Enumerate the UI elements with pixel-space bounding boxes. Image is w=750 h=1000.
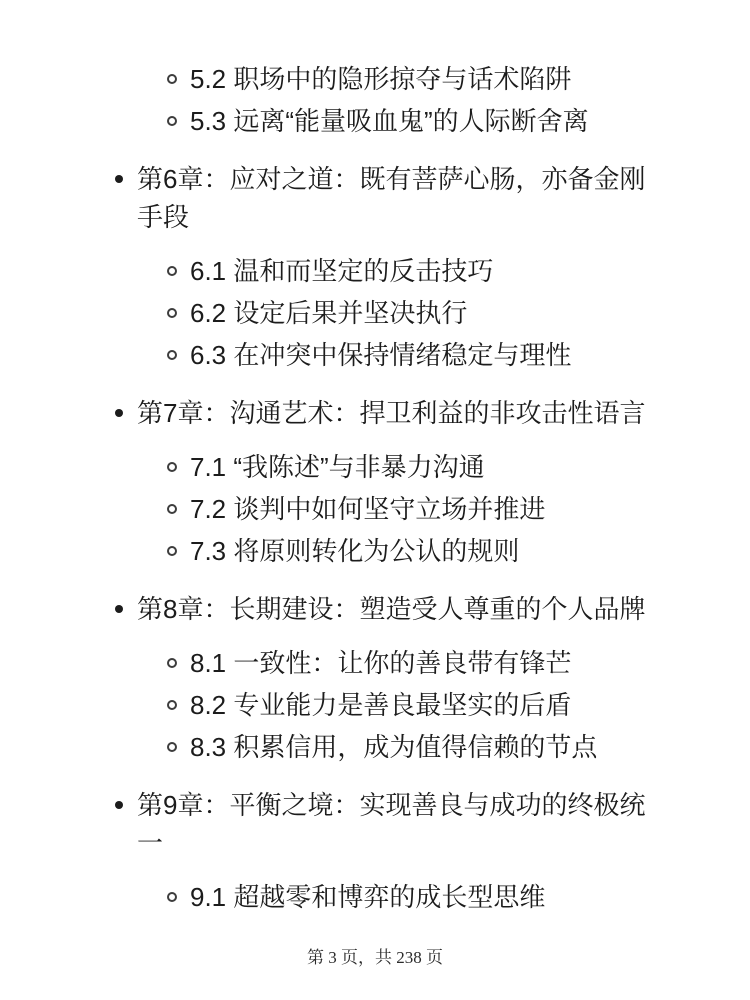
toc-sublist-chapter5: [167, 60, 660, 140]
toc-item-label: 8.3 积累信用，成为值得信赖的节点: [190, 732, 598, 762]
toc-item-7-2: [167, 490, 660, 528]
toc-item-label: 7.3 将原则转化为公认的规则: [190, 536, 520, 566]
toc-sublist-chapter7: [137, 448, 660, 570]
toc-item-8-1: [167, 644, 660, 682]
toc-chapter-title: 第9章：平衡之境：实现善良与成功的终极统一: [137, 790, 646, 858]
toc-chapter-9: [115, 786, 660, 916]
hollow-bullet-icon: [167, 350, 177, 360]
toc-item-6-1: [167, 252, 660, 290]
toc-sublist-chapter9: [137, 878, 660, 916]
hollow-bullet-icon: [167, 116, 177, 126]
toc-chapter-title: 第8章：长期建设：塑造受人尊重的个人品牌: [137, 594, 646, 624]
filled-bullet-icon: [115, 801, 123, 809]
toc-sublist-chapter6: [137, 252, 660, 374]
toc-sublist-chapter8: [137, 644, 660, 766]
hollow-bullet-icon: [167, 546, 177, 556]
hollow-bullet-icon: [167, 658, 177, 668]
toc-chapter-list: [115, 160, 660, 916]
filled-bullet-icon: [115, 409, 123, 417]
toc-item-label: 6.3 在冲突中保持情绪稳定与理性: [190, 340, 572, 370]
toc-chapter-7: [115, 394, 660, 570]
toc-item-label: 5.2 职场中的隐形掠夺与话术陷阱: [190, 64, 572, 94]
hollow-bullet-icon: [167, 700, 177, 710]
hollow-bullet-icon: [167, 266, 177, 276]
hollow-bullet-icon: [167, 742, 177, 752]
toc-item-5-2: [167, 60, 660, 98]
toc-item-label: 6.1 温和而坚定的反击技巧: [190, 256, 494, 286]
hollow-bullet-icon: [167, 74, 177, 84]
toc-item-7-1: [167, 448, 660, 486]
toc-item-5-3: [167, 102, 660, 140]
toc-chapter-8: [115, 590, 660, 766]
toc-chapter-title: 第7章：沟通艺术：捍卫利益的非攻击性语言: [137, 398, 646, 428]
hollow-bullet-icon: [167, 308, 177, 318]
filled-bullet-icon: [115, 175, 123, 183]
filled-bullet-icon: [115, 605, 123, 613]
hollow-bullet-icon: [167, 462, 177, 472]
toc-item-8-2: [167, 686, 660, 724]
toc-item-label: 6.2 设定后果并坚决执行: [190, 298, 468, 328]
toc-item-label: 8.2 专业能力是善良最坚实的后盾: [190, 690, 572, 720]
toc-item-label: 7.1 “我陈述”与非暴力沟通: [190, 452, 485, 482]
hollow-bullet-icon: [167, 892, 177, 902]
toc-item-label: 7.2 谈判中如何坚守立场并推进: [190, 494, 546, 524]
toc-item-7-3: [167, 532, 660, 570]
hollow-bullet-icon: [167, 504, 177, 514]
toc-chapter-title: 第6章：应对之道：既有菩萨心肠，亦备金刚手段: [137, 164, 646, 232]
toc-item-label: 9.1 超越零和博弈的成长型思维: [190, 882, 546, 912]
toc-item-9-1: [167, 878, 660, 916]
toc-item-label: 8.1 一致性：让你的善良带有锋芒: [190, 648, 572, 678]
page-number-footer: 第 3 页，共 238 页: [307, 948, 443, 967]
toc-chapter-6: [115, 160, 660, 374]
toc-item-label: 5.3 远离“能量吸血鬼”的人际断舍离: [190, 106, 589, 136]
toc-item-6-3: [167, 336, 660, 374]
toc-item-8-3: [167, 728, 660, 766]
toc-item-6-2: [167, 294, 660, 332]
